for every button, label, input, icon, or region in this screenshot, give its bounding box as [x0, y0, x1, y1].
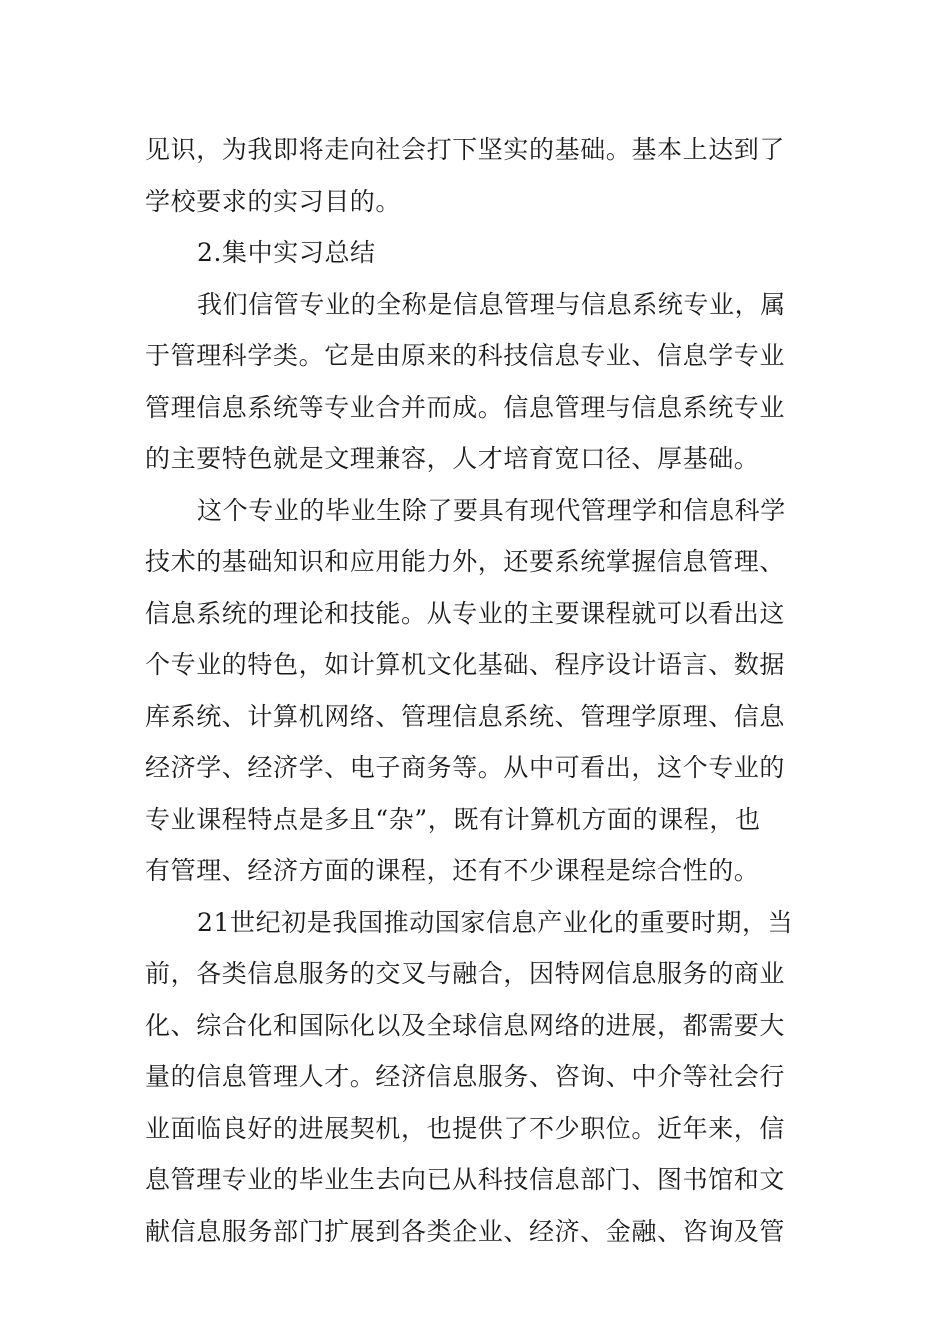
- text-line: 技术的基础知识和应用能力外，还要系统掌握信息管理、: [145, 547, 786, 576]
- text-line: 专业课程特点是多且“杂”，既有计算机方面的课程，也: [145, 804, 761, 834]
- text-line: 有管理、经济方面的课程，还有不少课程是综合性的。: [145, 856, 760, 885]
- text-line: 库系统、计算机网络、管理信息系统、管理学原理、信息: [145, 701, 786, 731]
- text-line: 前，各类信息服务的交叉与融合，因特网信息服务的商业: [145, 959, 786, 988]
- text-line: 业面临良好的进展契机，也提供了不少职位。近年来，信: [145, 1113, 786, 1143]
- document-body: [145, 124, 810, 1257]
- text-line: 息管理专业的毕业生去向已从科技信息部门、图书馆和文: [145, 1165, 786, 1194]
- text-line: 我们信管专业的全称是信息管理与信息系统专业，属: [197, 289, 786, 319]
- text-line: 个专业的特色，如计算机文化基础、程序设计语言、数据: [145, 650, 786, 679]
- text-line: 献信息服务部门扩展到各类企业、经济、金融、咨询及管: [145, 1216, 786, 1246]
- text-line: 的主要特色就是文理兼容，人才培育宽口径、厚基础。: [145, 444, 760, 473]
- text-line: 学校要求的实习目的。: [145, 186, 402, 216]
- text-line: 于管理科学类。它是由原来的科技信息专业、信息学专业: [145, 341, 786, 370]
- text-line: 信息系统的理论和技能。从专业的主要课程就可以看出这: [145, 598, 786, 628]
- text-line: 见识，为我即将走向社会打下坚实的基础。基本上达到了: [145, 135, 786, 164]
- text-line: 管理信息系统等专业合并而成。信息管理与信息系统专业: [145, 392, 786, 422]
- text-line: 这个专业的毕业生除了要具有现代管理学和信息科学: [197, 495, 786, 525]
- text-line: 经济学、经济学、电子商务等。从中可看出，这个专业的: [145, 753, 786, 782]
- text-line: 化、综合化和国际化以及全球信息网络的进展，都需要大: [145, 1010, 786, 1040]
- section-heading: 2.集中实习总结: [197, 238, 376, 267]
- text-line: 21世纪初是我国推动国家信息产业化的重要时期，当: [197, 907, 794, 937]
- text-line: 量的信息管理人才。经济信息服务、咨询、中介等社会行: [145, 1062, 786, 1091]
